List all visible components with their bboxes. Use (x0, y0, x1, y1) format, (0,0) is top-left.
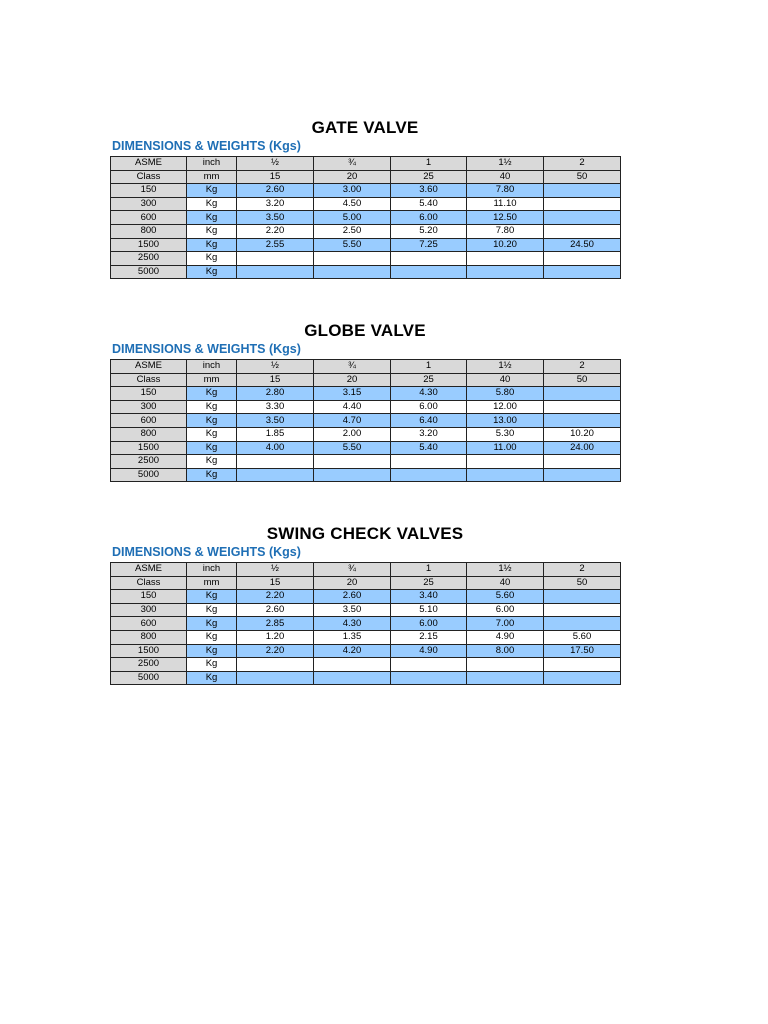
weights-table (110, 156, 621, 279)
weight-cell: 2.60 (314, 590, 391, 604)
weight-cell (314, 455, 391, 469)
weight-cell: 4.20 (314, 644, 391, 658)
header-cell: 25 (391, 170, 467, 184)
unit-cell: Kg (187, 658, 237, 672)
weight-cell: 4.40 (314, 400, 391, 414)
weight-cell (314, 468, 391, 482)
weight-cell: 4.70 (314, 414, 391, 428)
weight-cell: 5.80 (467, 387, 544, 401)
class-cell: 1500 (111, 644, 187, 658)
class-cell: 150 (111, 184, 187, 198)
header-cell: 50 (544, 576, 621, 590)
unit-cell: Kg (187, 603, 237, 617)
weight-cell: 5.10 (391, 603, 467, 617)
weight-cell: 13.00 (467, 414, 544, 428)
weight-cell: 2.50 (314, 224, 391, 238)
header-cell: ¾ (314, 157, 391, 171)
weight-cell: 11.10 (467, 197, 544, 211)
weight-cell (544, 252, 621, 266)
header-cell: ½ (237, 157, 314, 171)
weights-table (110, 359, 621, 482)
weight-cell (544, 617, 621, 631)
weight-cell: 2.60 (237, 184, 314, 198)
class-cell: 800 (111, 630, 187, 644)
header-cell: 50 (544, 373, 621, 387)
weight-cell: 8.00 (467, 644, 544, 658)
class-cell: 150 (111, 590, 187, 604)
class-cell: 1500 (111, 441, 187, 455)
unit-cell: Kg (187, 197, 237, 211)
weight-cell: 4.50 (314, 197, 391, 211)
weight-cell (544, 265, 621, 279)
weight-cell: 4.90 (391, 644, 467, 658)
header-cell: 2 (544, 157, 621, 171)
table-row (111, 455, 621, 469)
weights-table (110, 562, 621, 685)
table-row (111, 617, 621, 631)
weight-cell: 7.80 (467, 224, 544, 238)
header-cell: ASME (111, 157, 187, 171)
weight-cell: 24.00 (544, 441, 621, 455)
globe-valve-section (110, 321, 620, 491)
header-cell: 40 (467, 576, 544, 590)
header-cell: 50 (544, 170, 621, 184)
section-subtitle: DIMENSIONS & WEIGHTS (Kgs) (112, 545, 301, 559)
header-cell: 20 (314, 373, 391, 387)
header-cell: 40 (467, 170, 544, 184)
class-cell: 2500 (111, 658, 187, 672)
header-cell: inch (187, 360, 237, 374)
weight-cell (314, 671, 391, 685)
unit-cell: Kg (187, 414, 237, 428)
section-title: SWING CHECK VALVES (266, 524, 464, 543)
weight-cell: 10.20 (467, 238, 544, 252)
header-cell: Class (111, 576, 187, 590)
weight-cell: 4.30 (314, 617, 391, 631)
section-subtitle: DIMENSIONS & WEIGHTS (Kgs) (112, 342, 301, 356)
header-cell: mm (187, 373, 237, 387)
table-row (111, 468, 621, 482)
table-row (111, 238, 621, 252)
weight-cell: 6.00 (391, 211, 467, 225)
unit-cell: Kg (187, 211, 237, 225)
header-cell: 1 (391, 563, 467, 577)
weight-cell: 5.50 (314, 238, 391, 252)
weight-cell: 2.20 (237, 590, 314, 604)
unit-cell: Kg (187, 671, 237, 685)
weight-cell (237, 265, 314, 279)
header-cell: ¾ (314, 563, 391, 577)
weight-cell (314, 658, 391, 672)
table-row (111, 224, 621, 238)
table-row (111, 197, 621, 211)
weight-cell (237, 671, 314, 685)
weight-cell: 5.40 (391, 441, 467, 455)
table-row (111, 400, 621, 414)
class-cell: 800 (111, 224, 187, 238)
weight-cell: 17.50 (544, 644, 621, 658)
class-cell: 150 (111, 387, 187, 401)
table-row (111, 414, 621, 428)
header-cell: 15 (237, 373, 314, 387)
header-row (111, 360, 621, 374)
weight-cell (391, 455, 467, 469)
header-cell: ¾ (314, 360, 391, 374)
header-cell: Class (111, 170, 187, 184)
unit-cell: Kg (187, 238, 237, 252)
section-subtitle: DIMENSIONS & WEIGHTS (Kgs) (112, 139, 301, 153)
unit-cell: Kg (187, 265, 237, 279)
header-cell: 1½ (467, 157, 544, 171)
weight-cell: 7.80 (467, 184, 544, 198)
header-cell: 40 (467, 373, 544, 387)
header-row (111, 157, 621, 171)
weight-cell: 2.55 (237, 238, 314, 252)
weight-cell (544, 468, 621, 482)
weight-cell (237, 455, 314, 469)
header-cell: mm (187, 576, 237, 590)
class-cell: 5000 (111, 468, 187, 482)
table-row (111, 671, 621, 685)
class-cell: 600 (111, 617, 187, 631)
table-row (111, 387, 621, 401)
weight-cell: 12.50 (467, 211, 544, 225)
weight-cell: 6.40 (391, 414, 467, 428)
weight-cell (237, 252, 314, 266)
class-cell: 300 (111, 603, 187, 617)
unit-cell: Kg (187, 644, 237, 658)
class-cell: 800 (111, 427, 187, 441)
table-row (111, 603, 621, 617)
header-row (111, 576, 621, 590)
weight-cell: 1.35 (314, 630, 391, 644)
weight-cell (544, 671, 621, 685)
weight-cell (467, 468, 544, 482)
weight-cell (391, 265, 467, 279)
section-title: GATE VALVE (311, 118, 419, 137)
unit-cell: Kg (187, 224, 237, 238)
table-row (111, 590, 621, 604)
weight-cell (467, 671, 544, 685)
weight-cell (237, 658, 314, 672)
weight-cell (314, 265, 391, 279)
table-row (111, 265, 621, 279)
header-cell: ASME (111, 563, 187, 577)
weight-cell (544, 455, 621, 469)
unit-cell: Kg (187, 630, 237, 644)
table-row (111, 644, 621, 658)
weight-cell: 1.20 (237, 630, 314, 644)
weight-cell: 4.30 (391, 387, 467, 401)
table-row (111, 184, 621, 198)
unit-cell: Kg (187, 427, 237, 441)
header-cell: 1½ (467, 563, 544, 577)
weight-cell: 3.50 (237, 414, 314, 428)
weight-cell: 10.20 (544, 427, 621, 441)
class-cell: 300 (111, 197, 187, 211)
class-cell: 600 (111, 211, 187, 225)
unit-cell: Kg (187, 184, 237, 198)
weight-cell (391, 252, 467, 266)
weight-cell: 3.50 (237, 211, 314, 225)
class-cell: 5000 (111, 671, 187, 685)
header-cell: 2 (544, 563, 621, 577)
section-title: GLOBE VALVE (304, 321, 426, 340)
weight-cell: 3.20 (391, 427, 467, 441)
weight-cell: 5.60 (544, 630, 621, 644)
weight-cell (544, 658, 621, 672)
class-cell: 600 (111, 414, 187, 428)
table-row (111, 211, 621, 225)
header-cell: 1½ (467, 360, 544, 374)
unit-cell: Kg (187, 252, 237, 266)
table-row (111, 252, 621, 266)
unit-cell: Kg (187, 468, 237, 482)
weight-cell: 6.00 (391, 400, 467, 414)
header-cell: inch (187, 563, 237, 577)
weight-cell: 7.00 (467, 617, 544, 631)
header-cell: 20 (314, 170, 391, 184)
weight-cell: 5.50 (314, 441, 391, 455)
header-cell: 15 (237, 170, 314, 184)
weight-cell (391, 468, 467, 482)
unit-cell: Kg (187, 617, 237, 631)
gate-valve-section (110, 118, 620, 288)
weight-cell (544, 211, 621, 225)
weight-cell (391, 671, 467, 685)
weight-cell: 5.00 (314, 211, 391, 225)
weight-cell: 2.85 (237, 617, 314, 631)
header-cell: 15 (237, 576, 314, 590)
weight-cell (544, 590, 621, 604)
weight-cell: 6.00 (391, 617, 467, 631)
weight-cell: 6.00 (467, 603, 544, 617)
unit-cell: Kg (187, 455, 237, 469)
header-cell: 2 (544, 360, 621, 374)
class-cell: 5000 (111, 265, 187, 279)
weight-cell (467, 265, 544, 279)
weight-cell (237, 468, 314, 482)
unit-cell: Kg (187, 441, 237, 455)
table-row (111, 630, 621, 644)
weight-cell: 3.15 (314, 387, 391, 401)
unit-cell: Kg (187, 590, 237, 604)
header-cell: ½ (237, 563, 314, 577)
weight-cell: 5.60 (467, 590, 544, 604)
header-cell: 1 (391, 157, 467, 171)
weight-cell (544, 603, 621, 617)
weight-cell (544, 197, 621, 211)
weight-cell: 2.20 (237, 224, 314, 238)
header-row (111, 563, 621, 577)
weight-cell: 12.00 (467, 400, 544, 414)
weight-cell (391, 658, 467, 672)
unit-cell: Kg (187, 400, 237, 414)
weight-cell (544, 184, 621, 198)
weight-cell: 2.00 (314, 427, 391, 441)
header-cell: 20 (314, 576, 391, 590)
header-cell: ASME (111, 360, 187, 374)
weight-cell: 3.60 (391, 184, 467, 198)
class-cell: 300 (111, 400, 187, 414)
unit-cell: Kg (187, 387, 237, 401)
weight-cell: 7.25 (391, 238, 467, 252)
header-cell: 1 (391, 360, 467, 374)
weight-cell (467, 252, 544, 266)
weight-cell (467, 455, 544, 469)
header-cell: 25 (391, 576, 467, 590)
weight-cell (544, 400, 621, 414)
header-row (111, 170, 621, 184)
class-cell: 2500 (111, 252, 187, 266)
table-row (111, 427, 621, 441)
weight-cell: 3.40 (391, 590, 467, 604)
weight-cell: 4.00 (237, 441, 314, 455)
header-cell: Class (111, 373, 187, 387)
header-cell: inch (187, 157, 237, 171)
weight-cell: 2.60 (237, 603, 314, 617)
weight-cell: 3.50 (314, 603, 391, 617)
weight-cell (544, 414, 621, 428)
weight-cell (314, 252, 391, 266)
weight-cell: 2.15 (391, 630, 467, 644)
weight-cell (544, 387, 621, 401)
weight-cell: 3.00 (314, 184, 391, 198)
weight-cell (544, 224, 621, 238)
weight-cell: 5.20 (391, 224, 467, 238)
header-cell: 25 (391, 373, 467, 387)
swing-check-valves-section (110, 524, 620, 694)
weight-cell: 5.30 (467, 427, 544, 441)
table-row (111, 441, 621, 455)
weight-cell: 11.00 (467, 441, 544, 455)
weight-cell: 1.85 (237, 427, 314, 441)
weight-cell: 2.80 (237, 387, 314, 401)
class-cell: 1500 (111, 238, 187, 252)
class-cell: 2500 (111, 455, 187, 469)
weight-cell: 5.40 (391, 197, 467, 211)
weight-cell: 3.30 (237, 400, 314, 414)
weight-cell (467, 658, 544, 672)
header-row (111, 373, 621, 387)
header-cell: mm (187, 170, 237, 184)
weight-cell: 3.20 (237, 197, 314, 211)
weight-cell: 2.20 (237, 644, 314, 658)
weight-cell: 24.50 (544, 238, 621, 252)
table-row (111, 658, 621, 672)
header-cell: ½ (237, 360, 314, 374)
weight-cell: 4.90 (467, 630, 544, 644)
